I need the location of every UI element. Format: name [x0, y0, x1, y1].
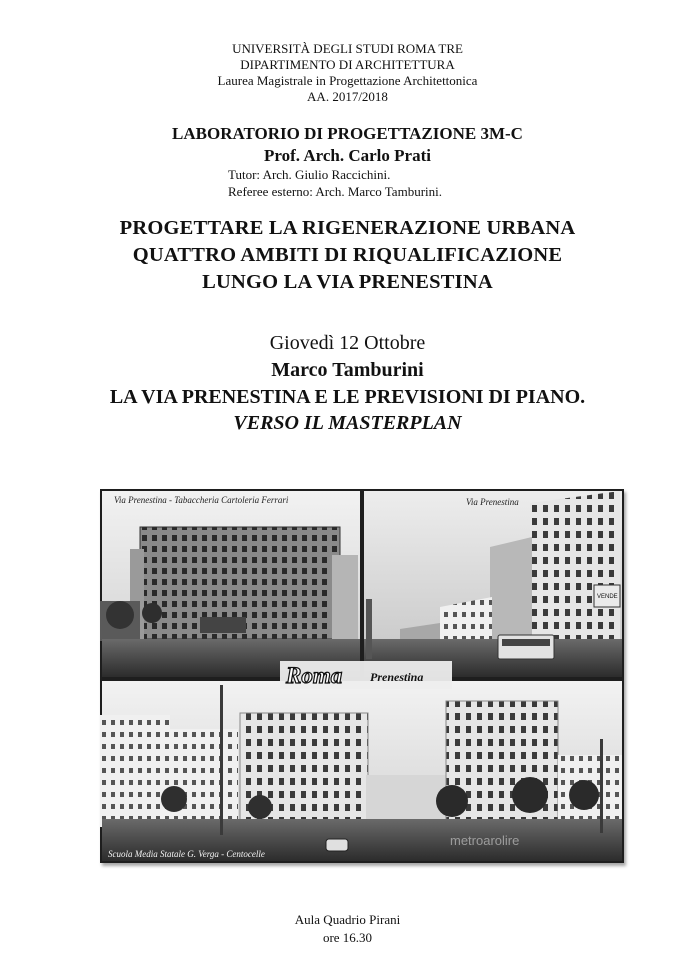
- postcard-watermark: metroarolire: [450, 833, 520, 848]
- course-title-line-2: QUATTRO AMBITI DI RIQUALIFICAZIONE: [132, 244, 563, 266]
- lecture-time: ore 16.30: [322, 930, 373, 945]
- referee-name: Referee esterno: Arch. Marco Tamburini.: [228, 184, 442, 199]
- lecture-subtitle: VERSO IL MASTERPLAN: [233, 412, 462, 434]
- postcard-city: Roma: [286, 663, 343, 688]
- lecture-date: Giovedì 12 Ottobre: [269, 332, 426, 354]
- panel-top-right: [364, 491, 622, 677]
- postcard-photo: [100, 489, 624, 863]
- postcard-district: Prenestina: [370, 670, 424, 684]
- room-name: Aula Quadrio Pirani: [294, 912, 401, 927]
- caption-bottom: Scuola Media Statale G. Verga - Centocelle: [108, 849, 265, 859]
- department-name: DIPARTIMENTO DI ARCHITETTURA: [240, 57, 455, 72]
- professor-name: Prof. Arch. Carlo Prati: [264, 146, 431, 165]
- postcard-image: [100, 489, 624, 863]
- tutor-name: Tutor: Arch. Giulio Raccichini.: [228, 167, 391, 182]
- postcard-title-label: [280, 661, 452, 689]
- lecture-speaker: Marco Tamburini: [271, 359, 424, 381]
- panel-bottom: [100, 681, 622, 861]
- course-title-line-3: LUNGO LA VIA PRENESTINA: [202, 271, 493, 293]
- caption-top-right: Via Prenestina: [466, 497, 519, 507]
- lab-name: LABORATORIO DI PROGETTAZIONE 3M-C: [172, 124, 523, 143]
- degree-name: Laurea Magistrale in Progettazione Architettonica: [217, 73, 478, 88]
- shop-sign: VENDE: [597, 594, 618, 600]
- lecture-title: LA VIA PRENESTINA E LE PREVISIONI DI PIANO.: [109, 386, 586, 408]
- course-title-line-1: PROGETTARE LA RIGENERAZIONE URBANA: [119, 217, 576, 239]
- panel-top-left: [100, 491, 360, 677]
- university-name: UNIVERSITÀ DEGLI STUDI ROMA TRE: [232, 41, 463, 56]
- academic-year: AA. 2017/2018: [307, 89, 388, 104]
- caption-top-left: Via Prenestina - Tabaccheria Cartoleria Ferrari: [114, 495, 289, 505]
